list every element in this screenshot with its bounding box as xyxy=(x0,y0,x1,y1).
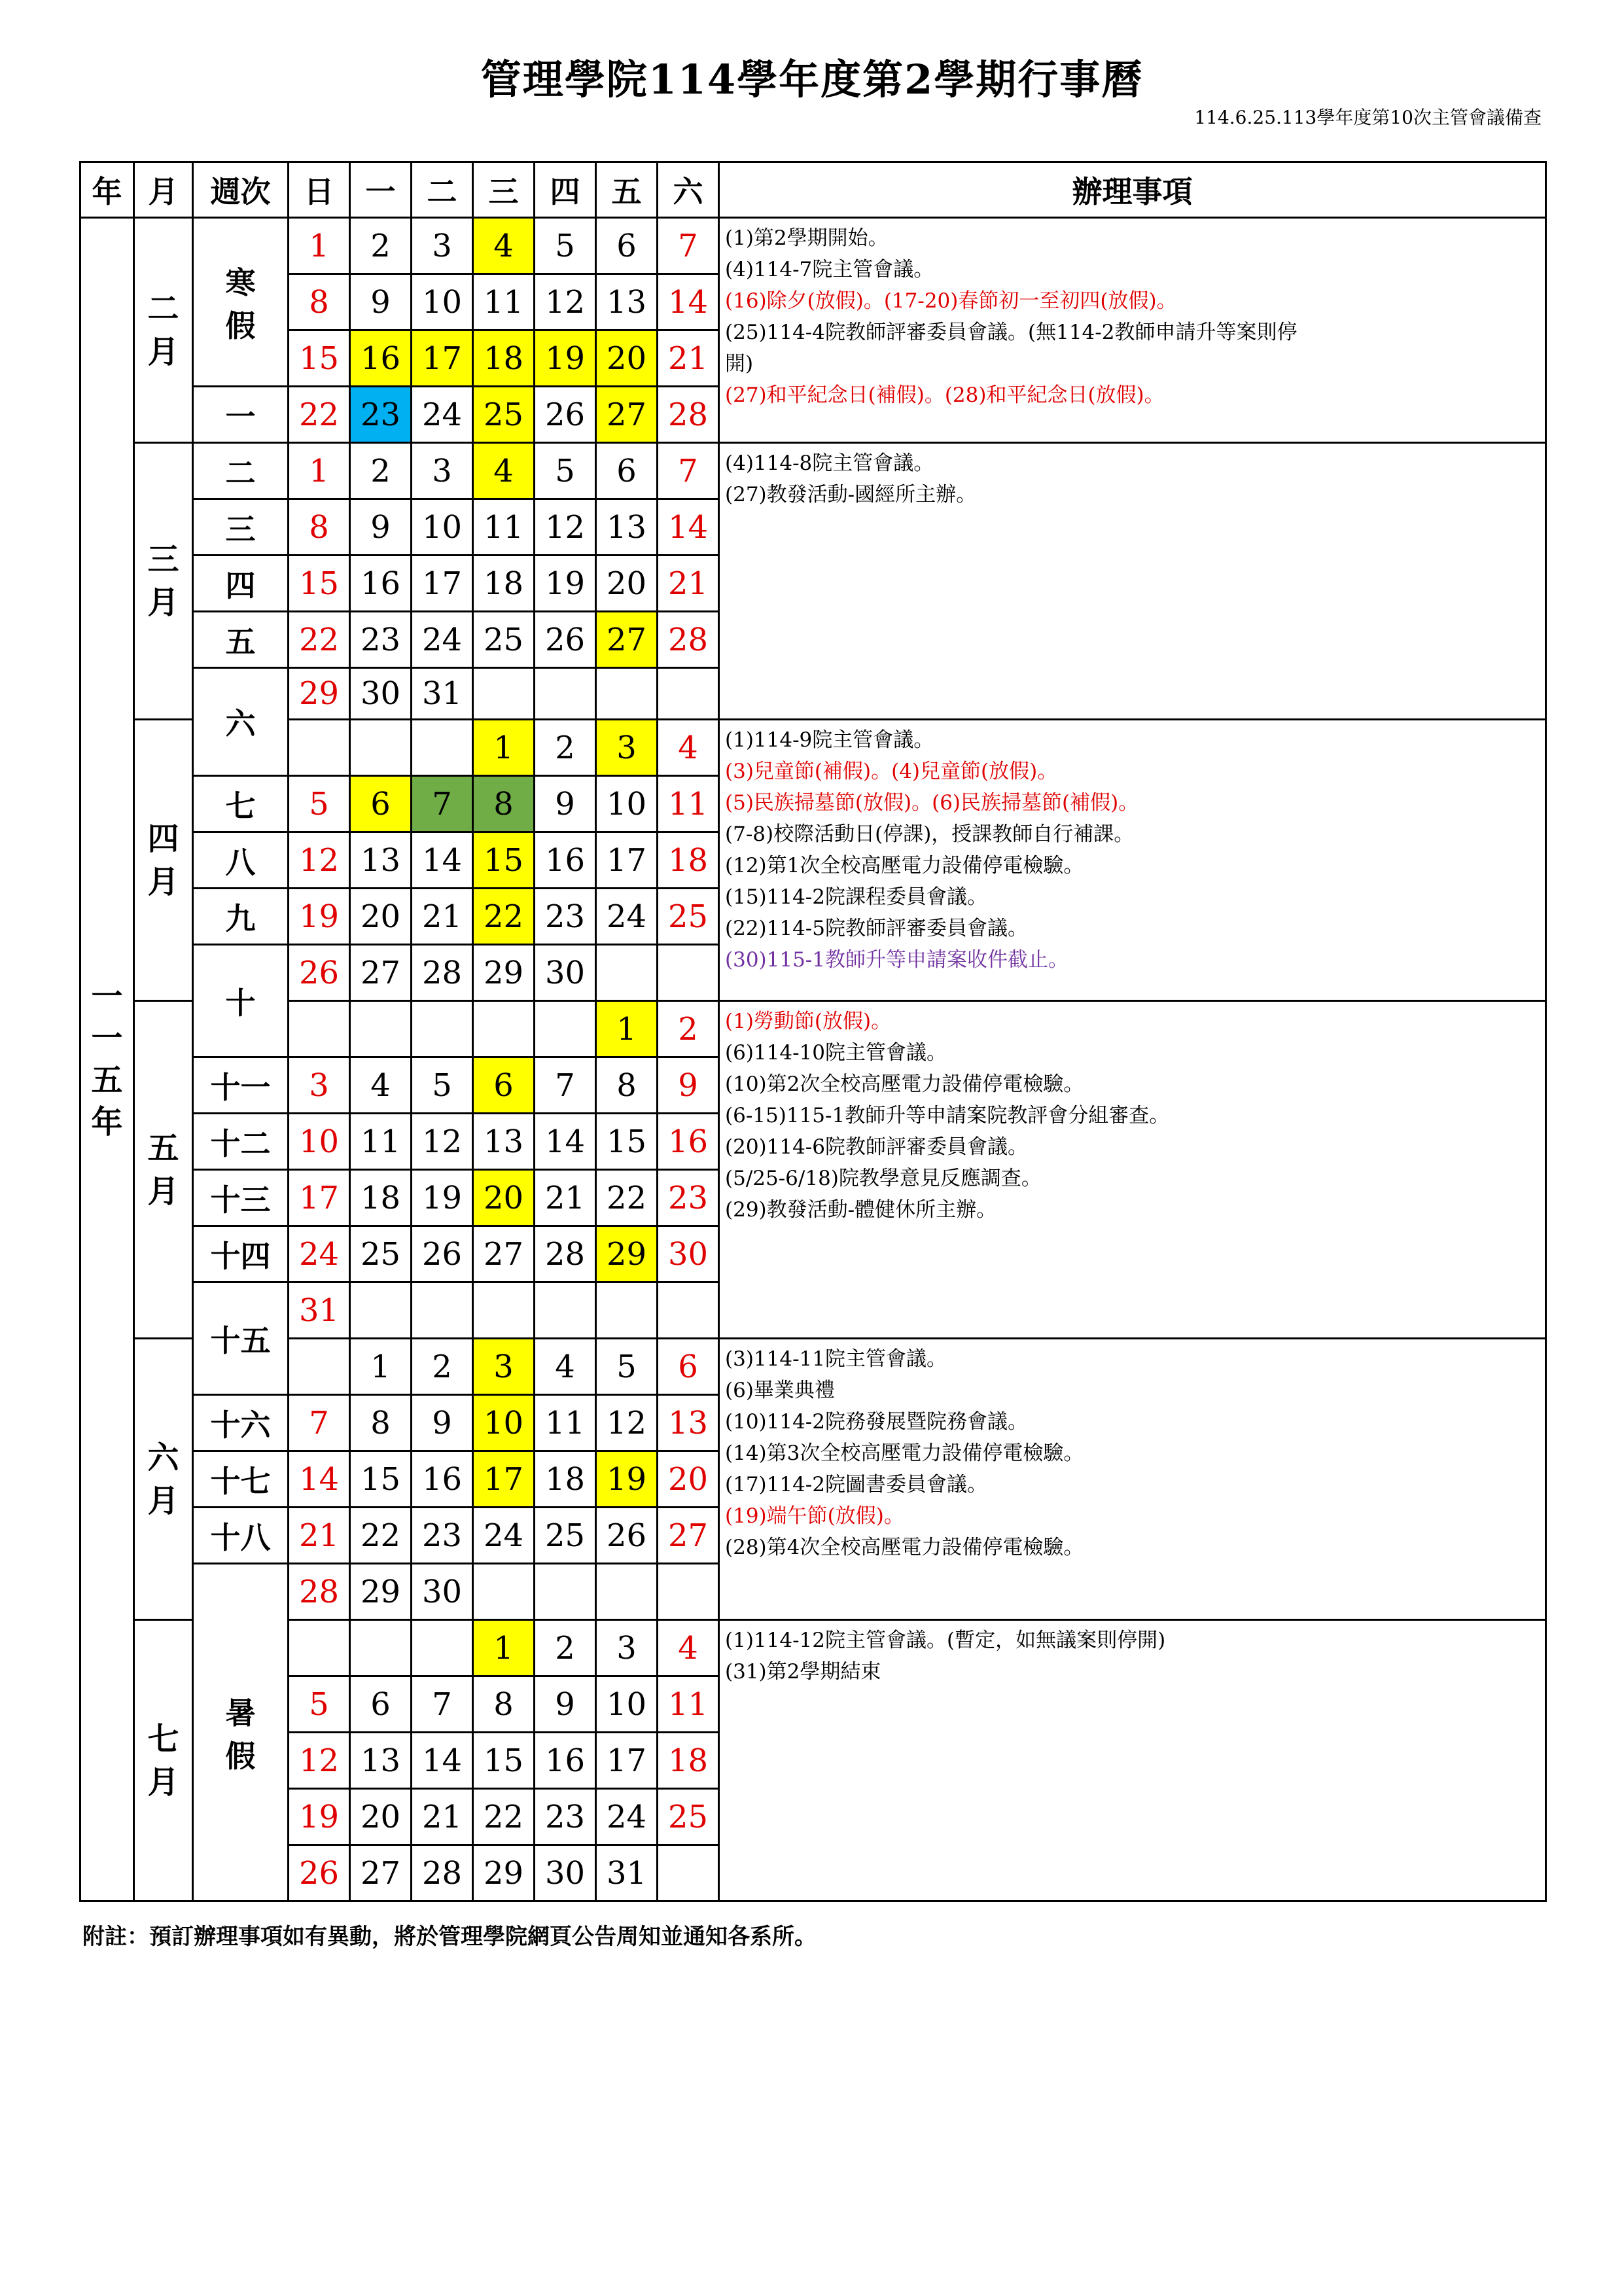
day-cell: 20 xyxy=(596,330,658,387)
week-label: 三 xyxy=(193,499,289,556)
week-label: 五 xyxy=(193,612,289,668)
event-line: (4)114-7院主管會議。 xyxy=(725,258,934,281)
day-cell xyxy=(412,1620,473,1676)
day-cell: 4 xyxy=(473,443,535,499)
day-cell: 8 xyxy=(289,274,350,330)
day-cell: 29 xyxy=(596,1226,658,1282)
day-cell: 19 xyxy=(535,556,596,612)
day-cell xyxy=(350,1001,412,1057)
header-mon: 一 xyxy=(350,162,412,218)
day-cell: 23 xyxy=(658,1170,719,1226)
day-cell: 15 xyxy=(473,1733,535,1789)
day-cell: 30 xyxy=(535,1845,596,1901)
day-cell: 22 xyxy=(473,1789,535,1845)
day-cell: 4 xyxy=(350,1057,412,1114)
day-cell: 6 xyxy=(596,218,658,274)
event-line: (30)115-1教師升等申請案收件截止。 xyxy=(725,948,1069,972)
day-cell: 18 xyxy=(658,1733,719,1789)
day-cell: 5 xyxy=(535,443,596,499)
day-cell: 21 xyxy=(289,1508,350,1564)
day-cell: 24 xyxy=(596,889,658,945)
day-cell: 27 xyxy=(596,612,658,668)
day-cell: 2 xyxy=(535,1620,596,1676)
day-cell: 26 xyxy=(412,1226,473,1282)
header-events: 辦理事項 xyxy=(719,162,1546,218)
event-line: (3)兒童節(補假)。(4)兒童節(放假)。 xyxy=(725,760,1058,783)
week-label: 十八 xyxy=(193,1508,289,1564)
day-cell: 31 xyxy=(596,1845,658,1901)
day-cell: 6 xyxy=(596,443,658,499)
day-cell: 18 xyxy=(473,556,535,612)
day-cell xyxy=(596,945,658,1001)
day-cell: 13 xyxy=(473,1114,535,1170)
day-cell: 17 xyxy=(289,1170,350,1226)
day-cell xyxy=(473,668,535,720)
events-cell xyxy=(719,443,1546,720)
day-cell: 27 xyxy=(350,1845,412,1901)
month-cell: 二 月 xyxy=(134,218,193,443)
event-line: (27)教發活動-國經所主辦。 xyxy=(725,483,977,506)
events-cell xyxy=(719,1620,1546,1901)
day-cell: 2 xyxy=(350,218,412,274)
day-cell: 11 xyxy=(473,274,535,330)
day-cell: 21 xyxy=(535,1170,596,1226)
day-cell: 8 xyxy=(289,499,350,556)
week-label: 十七 xyxy=(193,1451,289,1508)
day-cell: 12 xyxy=(535,499,596,556)
day-cell: 18 xyxy=(535,1451,596,1508)
day-cell: 3 xyxy=(473,1339,535,1395)
event-line: (15)114-2院課程委員會議。 xyxy=(725,885,988,909)
month-cell: 七 月 xyxy=(134,1620,193,1901)
events-cell xyxy=(719,218,1546,443)
day-cell: 19 xyxy=(412,1170,473,1226)
day-cell xyxy=(473,1564,535,1620)
day-cell: 6 xyxy=(658,1339,719,1395)
day-cell: 12 xyxy=(596,1395,658,1451)
day-cell: 24 xyxy=(412,387,473,443)
day-cell xyxy=(350,1282,412,1339)
day-cell: 24 xyxy=(596,1789,658,1845)
day-cell: 9 xyxy=(412,1395,473,1451)
day-cell xyxy=(658,1564,719,1620)
day-cell: 7 xyxy=(289,1395,350,1451)
week-label: 九 xyxy=(193,889,289,945)
week-label: 四 xyxy=(193,556,289,612)
day-cell: 12 xyxy=(412,1114,473,1170)
day-cell: 3 xyxy=(289,1057,350,1114)
day-cell: 24 xyxy=(473,1508,535,1564)
day-cell: 22 xyxy=(473,889,535,945)
day-cell: 13 xyxy=(350,832,412,889)
day-cell: 5 xyxy=(535,218,596,274)
day-cell: 6 xyxy=(350,1676,412,1733)
day-cell: 5 xyxy=(412,1057,473,1114)
event-line: (1)第2學期開始。 xyxy=(725,226,889,250)
month-cell: 五 月 xyxy=(134,1001,193,1339)
day-cell: 26 xyxy=(535,387,596,443)
day-cell xyxy=(535,1564,596,1620)
day-cell: 20 xyxy=(596,556,658,612)
week-label: 十六 xyxy=(193,1395,289,1451)
day-cell: 27 xyxy=(473,1226,535,1282)
day-cell: 20 xyxy=(350,889,412,945)
day-cell: 1 xyxy=(350,1339,412,1395)
day-cell: 27 xyxy=(658,1508,719,1564)
approval-note: 114.6.25.113學年度第10次主管會議備查 xyxy=(1194,107,1542,128)
footnote: 附註：預訂辦理事項如有異動，將於管理學院網頁公告周知並通知各系所。 xyxy=(82,1924,817,1950)
day-cell: 26 xyxy=(596,1508,658,1564)
event-line: (10)第2次全校高壓電力設備停電檢驗。 xyxy=(725,1072,1084,1096)
day-cell: 6 xyxy=(350,776,412,832)
day-cell: 23 xyxy=(350,612,412,668)
day-cell: 11 xyxy=(535,1395,596,1451)
day-cell xyxy=(350,1620,412,1676)
table-header-row xyxy=(80,162,1546,218)
day-cell: 17 xyxy=(596,1733,658,1789)
day-cell: 7 xyxy=(412,1676,473,1733)
day-cell: 21 xyxy=(412,1789,473,1845)
day-cell: 1 xyxy=(596,1001,658,1057)
day-cell: 23 xyxy=(535,889,596,945)
events-cell xyxy=(719,720,1546,1001)
event-line: (6-15)115-1教師升等申請案院教評會分組審查。 xyxy=(725,1104,1170,1127)
event-line: (1)114-12院主管會議。(暫定，如無議案則停開) xyxy=(725,1629,1166,1652)
header-month: 月 xyxy=(134,162,193,218)
day-cell: 12 xyxy=(289,1733,350,1789)
event-line: (28)第4次全校高壓電力設備停電檢驗。 xyxy=(725,1536,1084,1559)
event-line: (7-8)校際活動日(停課)，授課教師自行補課。 xyxy=(725,822,1135,846)
day-cell: 13 xyxy=(596,499,658,556)
day-cell: 21 xyxy=(658,556,719,612)
day-cell: 23 xyxy=(350,387,412,443)
day-cell: 25 xyxy=(658,1789,719,1845)
events-cell xyxy=(719,1339,1546,1620)
day-cell: 16 xyxy=(350,556,412,612)
day-cell: 13 xyxy=(596,274,658,330)
day-cell: 24 xyxy=(289,1226,350,1282)
event-line: (5)民族掃墓節(放假)。(6)民族掃墓節(補假)。 xyxy=(725,791,1139,815)
day-cell: 1 xyxy=(289,218,350,274)
day-cell: 13 xyxy=(658,1395,719,1451)
day-cell: 29 xyxy=(350,1564,412,1620)
header-sat: 六 xyxy=(658,162,719,218)
day-cell: 25 xyxy=(473,612,535,668)
day-cell: 3 xyxy=(596,1620,658,1676)
day-cell: 16 xyxy=(658,1114,719,1170)
table-row xyxy=(80,720,1546,776)
day-cell: 20 xyxy=(350,1789,412,1845)
day-cell xyxy=(658,945,719,1001)
day-cell: 25 xyxy=(350,1226,412,1282)
day-cell xyxy=(289,720,350,776)
week-label: 十二 xyxy=(193,1114,289,1170)
day-cell: 19 xyxy=(596,1451,658,1508)
day-cell: 5 xyxy=(289,776,350,832)
event-line: (6)114-10院主管會議。 xyxy=(725,1041,947,1065)
month-cell: 三 月 xyxy=(134,443,193,720)
day-cell: 7 xyxy=(535,1057,596,1114)
day-cell: 2 xyxy=(412,1339,473,1395)
event-line: (16)除夕(放假)。(17-20)春節初一至初四(放假)。 xyxy=(725,289,1177,313)
day-cell: 19 xyxy=(289,889,350,945)
event-line: (25)114-4院教師評審委員會議。(無114-2教師申請升等案則停 xyxy=(725,321,1297,344)
day-cell: 7 xyxy=(658,218,719,274)
day-cell: 30 xyxy=(658,1226,719,1282)
day-cell: 10 xyxy=(412,274,473,330)
header-tue: 二 xyxy=(412,162,473,218)
day-cell: 11 xyxy=(473,499,535,556)
day-cell: 9 xyxy=(350,499,412,556)
week-label: 七 xyxy=(193,776,289,832)
day-cell: 18 xyxy=(350,1170,412,1226)
day-cell xyxy=(535,1282,596,1339)
day-cell: 16 xyxy=(535,1733,596,1789)
day-cell: 28 xyxy=(412,1845,473,1901)
month-cell: 六 月 xyxy=(134,1339,193,1620)
day-cell: 26 xyxy=(289,945,350,1001)
day-cell: 26 xyxy=(535,612,596,668)
day-cell: 15 xyxy=(289,330,350,387)
week-label: 十五 xyxy=(193,1282,289,1395)
events-cell xyxy=(719,1001,1546,1339)
week-label: 八 xyxy=(193,832,289,889)
day-cell: 2 xyxy=(535,720,596,776)
day-cell: 21 xyxy=(412,889,473,945)
day-cell xyxy=(289,1001,350,1057)
day-cell xyxy=(658,1282,719,1339)
day-cell: 25 xyxy=(535,1508,596,1564)
event-line: (29)教發活動-體健休所主辦。 xyxy=(725,1198,997,1222)
day-cell: 4 xyxy=(658,1620,719,1676)
event-line: (17)114-2院圖書委員會議。 xyxy=(725,1473,988,1496)
day-cell: 14 xyxy=(412,832,473,889)
day-cell xyxy=(535,668,596,720)
day-cell: 15 xyxy=(473,832,535,889)
day-cell: 22 xyxy=(289,612,350,668)
day-cell: 29 xyxy=(473,1845,535,1901)
week-label: 十一 xyxy=(193,1057,289,1114)
event-line: (4)114-8院主管會議。 xyxy=(725,451,934,475)
day-cell xyxy=(289,1620,350,1676)
day-cell: 22 xyxy=(596,1170,658,1226)
month-cell: 四 月 xyxy=(134,720,193,1001)
day-cell: 28 xyxy=(658,387,719,443)
event-line: (6)畢業典禮 xyxy=(725,1379,835,1402)
day-cell: 10 xyxy=(289,1114,350,1170)
day-cell: 1 xyxy=(473,1620,535,1676)
week-label: 十四 xyxy=(193,1226,289,1282)
day-cell: 9 xyxy=(658,1057,719,1114)
day-cell: 22 xyxy=(350,1508,412,1564)
day-cell: 23 xyxy=(535,1789,596,1845)
day-cell: 3 xyxy=(412,443,473,499)
day-cell: 16 xyxy=(412,1451,473,1508)
day-cell: 29 xyxy=(473,945,535,1001)
week-label: 一 xyxy=(193,387,289,443)
table-row xyxy=(80,443,1546,499)
day-cell: 10 xyxy=(473,1395,535,1451)
page-title: 管理學院114學年度第2學期行事曆 xyxy=(480,56,1144,103)
day-cell xyxy=(658,1845,719,1901)
day-cell: 14 xyxy=(535,1114,596,1170)
header-wed: 三 xyxy=(473,162,535,218)
day-cell: 17 xyxy=(412,330,473,387)
day-cell: 12 xyxy=(289,832,350,889)
day-cell: 9 xyxy=(535,1676,596,1733)
day-cell: 6 xyxy=(473,1057,535,1114)
day-cell: 12 xyxy=(535,274,596,330)
day-cell: 3 xyxy=(596,720,658,776)
day-cell: 15 xyxy=(350,1451,412,1508)
calendar-table xyxy=(79,161,1547,1902)
event-line: (10)114-2院務發展暨院務會議。 xyxy=(725,1410,1029,1434)
day-cell xyxy=(596,1564,658,1620)
day-cell: 31 xyxy=(289,1282,350,1339)
week-label: 二 xyxy=(193,443,289,499)
week-label: 暑 假 xyxy=(193,1564,289,1901)
event-line: (22)114-5院教師評審委員會議。 xyxy=(725,917,1029,940)
day-cell: 9 xyxy=(535,776,596,832)
day-cell: 28 xyxy=(289,1564,350,1620)
day-cell: 5 xyxy=(596,1339,658,1395)
day-cell xyxy=(596,1282,658,1339)
day-cell: 4 xyxy=(473,218,535,274)
day-cell: 2 xyxy=(658,1001,719,1057)
day-cell: 16 xyxy=(535,832,596,889)
day-cell: 4 xyxy=(535,1339,596,1395)
day-cell: 7 xyxy=(658,443,719,499)
day-cell: 13 xyxy=(350,1733,412,1789)
table-row xyxy=(80,218,1546,274)
day-cell: 24 xyxy=(412,612,473,668)
day-cell: 8 xyxy=(473,776,535,832)
day-cell: 19 xyxy=(535,330,596,387)
day-cell: 7 xyxy=(412,776,473,832)
week-label: 十 xyxy=(193,945,289,1057)
event-line: (1)勞動節(放假)。 xyxy=(725,1010,892,1033)
day-cell: 10 xyxy=(412,499,473,556)
table-row xyxy=(80,1339,1546,1395)
week-label: 寒 假 xyxy=(193,218,289,387)
day-cell: 10 xyxy=(596,776,658,832)
day-cell: 9 xyxy=(350,274,412,330)
header-year: 年 xyxy=(80,162,134,218)
day-cell: 14 xyxy=(289,1451,350,1508)
day-cell: 18 xyxy=(658,832,719,889)
header-sun: 日 xyxy=(289,162,350,218)
day-cell: 10 xyxy=(596,1676,658,1733)
day-cell: 15 xyxy=(596,1114,658,1170)
day-cell: 8 xyxy=(596,1057,658,1114)
header-thu: 四 xyxy=(535,162,596,218)
day-cell: 14 xyxy=(658,499,719,556)
day-cell: 19 xyxy=(289,1789,350,1845)
day-cell: 11 xyxy=(658,776,719,832)
day-cell: 16 xyxy=(350,330,412,387)
day-cell xyxy=(289,1339,350,1395)
day-cell xyxy=(412,720,473,776)
day-cell: 20 xyxy=(473,1170,535,1226)
table-row xyxy=(80,1620,1546,1676)
day-cell: 20 xyxy=(658,1451,719,1508)
day-cell xyxy=(596,668,658,720)
day-cell xyxy=(473,1282,535,1339)
day-cell: 18 xyxy=(473,330,535,387)
event-line: (3)114-11院主管會議。 xyxy=(725,1347,947,1371)
day-cell xyxy=(473,1001,535,1057)
day-cell: 1 xyxy=(473,720,535,776)
day-cell xyxy=(535,1001,596,1057)
week-label: 十三 xyxy=(193,1170,289,1226)
day-cell: 28 xyxy=(535,1226,596,1282)
day-cell: 27 xyxy=(350,945,412,1001)
day-cell: 2 xyxy=(350,443,412,499)
event-line: (1)114-9院主管會議。 xyxy=(725,728,934,752)
day-cell xyxy=(412,1282,473,1339)
day-cell: 30 xyxy=(350,668,412,720)
day-cell: 14 xyxy=(658,274,719,330)
event-line: (31)第2學期結束 xyxy=(725,1660,881,1684)
day-cell: 17 xyxy=(412,556,473,612)
week-label: 六 xyxy=(193,668,289,776)
day-cell: 26 xyxy=(289,1845,350,1901)
day-cell xyxy=(350,720,412,776)
day-cell: 28 xyxy=(412,945,473,1001)
day-cell: 23 xyxy=(412,1508,473,1564)
event-line: (20)114-6院教師評審委員會議。 xyxy=(725,1135,1029,1159)
day-cell: 28 xyxy=(658,612,719,668)
day-cell: 1 xyxy=(289,443,350,499)
day-cell: 8 xyxy=(350,1395,412,1451)
day-cell: 5 xyxy=(289,1676,350,1733)
day-cell: 25 xyxy=(473,387,535,443)
day-cell: 31 xyxy=(412,668,473,720)
day-cell xyxy=(658,668,719,720)
day-cell: 11 xyxy=(350,1114,412,1170)
day-cell: 17 xyxy=(473,1451,535,1508)
day-cell: 14 xyxy=(412,1733,473,1789)
day-cell: 4 xyxy=(658,720,719,776)
day-cell: 25 xyxy=(658,889,719,945)
header-week: 週次 xyxy=(193,162,289,218)
day-cell: 29 xyxy=(289,668,350,720)
day-cell: 21 xyxy=(658,330,719,387)
event-line: (27)和平紀念日(補假)。(28)和平紀念日(放假)。 xyxy=(725,383,1165,407)
event-line: (19)端午節(放假)。 xyxy=(725,1504,904,1528)
header-fri: 五 xyxy=(596,162,658,218)
day-cell: 22 xyxy=(289,387,350,443)
day-cell: 8 xyxy=(473,1676,535,1733)
table-row xyxy=(80,1001,1546,1057)
event-line: (14)第3次全校高壓電力設備停電檢驗。 xyxy=(725,1441,1084,1465)
day-cell: 3 xyxy=(412,218,473,274)
event-line: (5/25-6/18)院教學意見反應調查。 xyxy=(725,1167,1042,1190)
day-cell: 17 xyxy=(596,832,658,889)
year-cell: 一 一 五 年 xyxy=(80,218,134,1901)
event-line: 開) xyxy=(725,352,754,376)
day-cell: 11 xyxy=(658,1676,719,1733)
day-cell xyxy=(412,1001,473,1057)
day-cell: 30 xyxy=(412,1564,473,1620)
day-cell: 30 xyxy=(535,945,596,1001)
event-line: (12)第1次全校高壓電力設備停電檢驗。 xyxy=(725,854,1084,877)
day-cell: 15 xyxy=(289,556,350,612)
day-cell: 27 xyxy=(596,387,658,443)
